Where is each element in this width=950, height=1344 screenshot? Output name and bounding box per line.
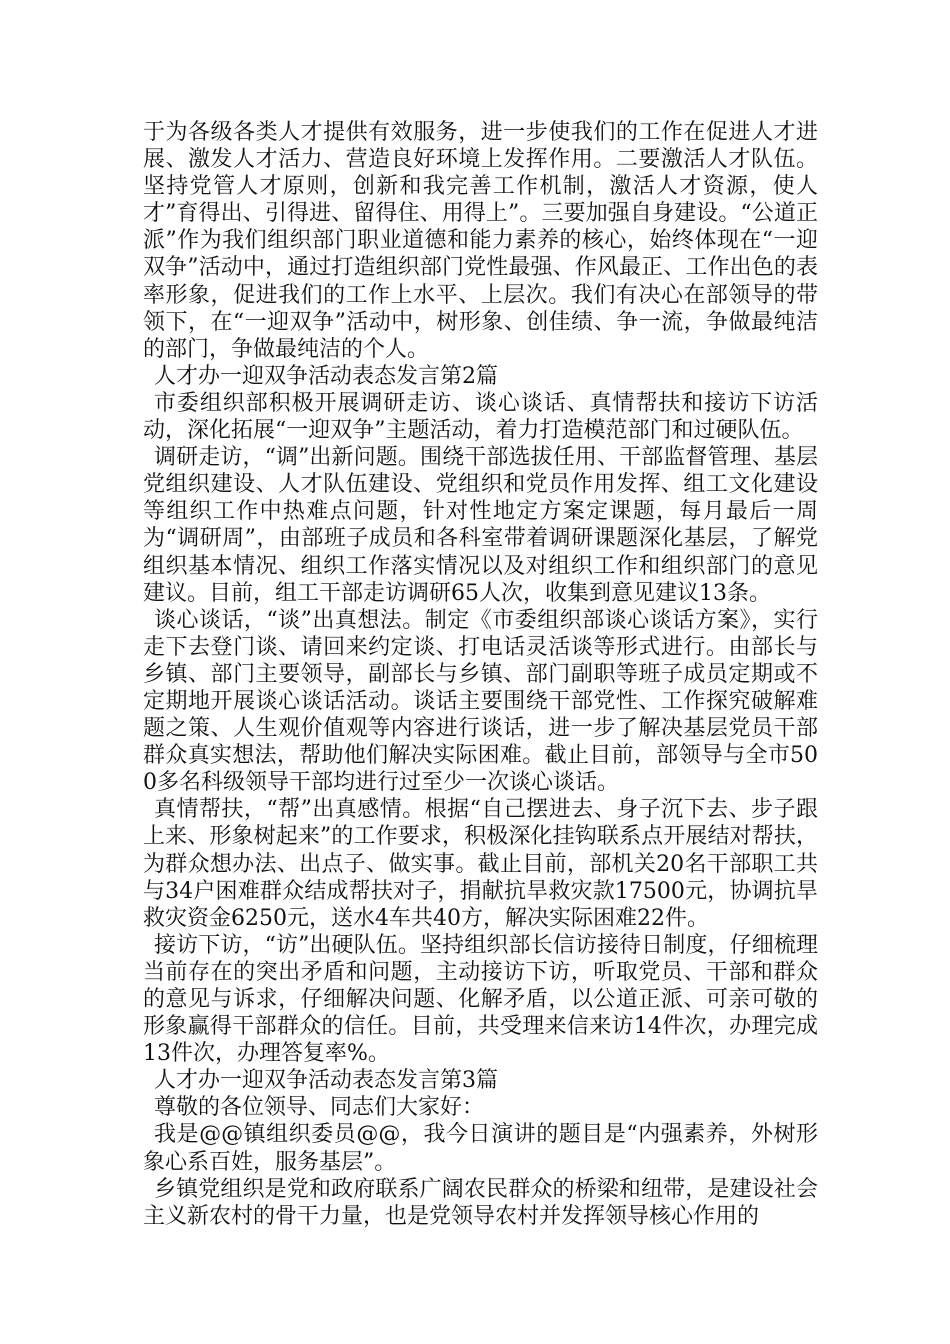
paragraph-petition-visits: 接访下访，“访”出硬队伍。坚持组织部长信访接待日制度，仔细梳理当前存在的突出矛盾和问题，主动接访下访，听取党员、干部和群众的意见与诉求，仔细解决问题、化解矛盾，以公道正派、可亲可敬的形象赢得干部群众的信任。目前，共受理来信来访14件次，办理完成13件次，办理答复率%。 bbox=[143, 932, 818, 1067]
paragraph-township-party: 乡镇党组织是党和政府联系广阔农民群众的桥梁和纽带，是建设社会主义新农村的骨干力量，也是党领导农村并发挥领导核心作用的 bbox=[143, 1176, 818, 1229]
section-heading-2: 人才办一迎双争活动表态发言第2篇 bbox=[154, 363, 498, 389]
paragraph-research-visits: 调研走访，“调”出新问题。围绕干部选拔任用、干部监督管理、基层党组织建设、人才队伍建设、党组织和党员作用发挥、组工文化建设等组织工作中热难点问题，针对性地定方案定课题，每月最后一周为“调研周”，由部班子成员和各科室带着调研课题深化基层，了解党组织基本情况、组织工作落实情况以及对组织工作和组织部门的意见建议。目前，组工干部走访调研65人次，收集到意见建议13条。 bbox=[143, 445, 818, 606]
paragraph-heart-talks: 谈心谈话，“谈”出真想法。制定《市委组织部谈心谈话方案》，实行走下去登门谈、请回来约定谈、打电话灵活谈等形式进行。由部长与乡镇、部门主要领导，副部长与乡镇、部门副职等班子成员定期或不定期地开展谈心谈话活动。谈话主要围绕干部党性、工作探究破解难题之策、人生观价值观等内容进行谈话，进一步了解决基层党员干部群众真实想法，帮助他们解决实际困难。截止目前，部领导与全市500多名科级领导干部均进行过至少一次谈心谈话。 bbox=[143, 607, 818, 796]
document-body bbox=[143, 119, 818, 1230]
section-heading-3: 人才办一迎双争活动表态发言第3篇 bbox=[154, 1068, 498, 1094]
paragraph-intro-continuation: 于为各级各类人才提供有效服务，进一步使我们的工作在促进人才进展、激发人才活力、营造良好环境上发挥作用。二要激活人才队伍。坚持党管人才原则，创新和我完善工作机制，激活人才资源，使人才”育得出、引得进、留得住、用得上”。三要加强自身建设。“公道正派”作为我们组织部门职业道德和能力素养的核心，始终体现在“一迎双争”活动中，通过打造组织部门党性最强、作风最正、工作出色的表率形象，促进我们的工作上水平、上层次。我们有决心在部领导的带领下，在“一迎双争”活动中，树形象、创佳绩、争一流，争做最纯洁的部门，争做最纯洁的个人。 bbox=[143, 120, 818, 362]
paragraph-speech-title: 我是@@镇组织委员@@，我今日演讲的题目是“内强素养，外树形象心系百姓，服务基层”。 bbox=[143, 1122, 818, 1175]
paragraph-assistance: 真情帮扶，“帮”出真感情。根据“自己摆进去、身子沉下去、步子跟上来、形象树起来”的工作要求，积极深化挂钩联系点开展结对帮扶，为群众想办法、出点子、做实事。截止目前，部机关20名干部职工共与34户困难群众结成帮扶对子，捐献抗旱救灾款17500元，协调抗旱救灾资金6250元，送水4车共40方，解决实际困难22件。 bbox=[143, 797, 818, 931]
paragraph-overview: 市委组织部积极开展调研走访、谈心谈话、真情帮扶和接访下访活动，深化拓展“一迎双争”主题活动，着力打造模范部门和过硬队伍。 bbox=[143, 390, 818, 444]
paragraph-greeting: 尊敬的各位领导、同志们大家好： bbox=[154, 1095, 485, 1121]
